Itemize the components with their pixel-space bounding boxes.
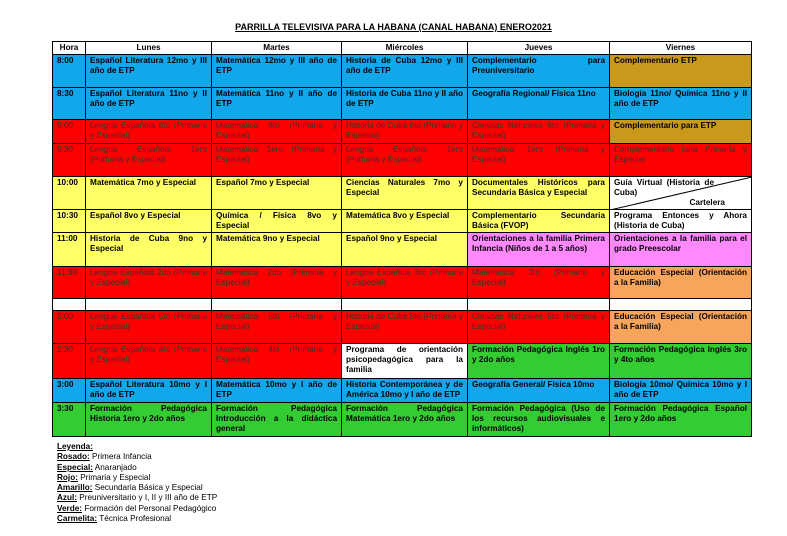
header-jueves: Jueves [468,42,610,55]
schedule-cell: Lengua Española 1ero (Primaria y Especial) [86,144,212,177]
schedule-cell: Matemática 1ero (Primaria y Especial) [212,144,342,177]
schedule-cell: Matemática 7mo y Especial [86,177,212,210]
schedule-cell: Matemática 1ero (Primaria y Especial) [468,144,610,177]
legend-value: Primaria y Especial [80,472,151,482]
table-row [53,403,752,437]
schedule-cell: Orientaciones a la familia para el grado Preescolar [610,233,752,267]
schedule-cell: Historia de Cuba 5to (Primaria y Especial) [342,311,468,344]
legend-key: Verde: [57,503,83,513]
schedule-cell: Matemática 9no y Especial [212,233,342,267]
legend-key: Carmelita: [57,514,98,524]
empty-cell [53,299,86,311]
schedule-cell: Español Literatura 11no y II año de ETP [86,88,212,120]
legend-key: Rosado: [57,452,90,462]
schedule-cell: Documentales Históricos para Secundaria Básica y Especial [468,177,610,210]
schedule-cell: Matemática 2do (Primaria y Especial) [212,267,342,299]
time-cell: 11:30 [53,267,86,299]
split-bottom-label: Cartelera [689,198,725,207]
schedule-cell: Matemática 12mo y III año de ETP [212,55,342,88]
schedule-cell: Biología 11no/ Química 11no y II año de ETP [610,88,752,120]
legend-key: Azul: [57,493,78,503]
header-row [53,42,752,55]
schedule-cell: Lengua Española 1ero (Primaria y Especial) [342,144,468,177]
schedule-cell: Matemática 4to (Primaria y Especial) [212,344,342,379]
table-row [53,267,752,299]
schedule-cell: Historia de Cuba 11no y II año de ETP [342,88,468,120]
table-row [53,379,752,403]
schedule-cell: Ciencias Naturales 7mo y Especial [342,177,468,210]
schedule-cell: Formación Pedagógica Inglés 1ro y 2do años [468,344,610,379]
schedule-cell: Lengua Española 3ro (Primaria y Especial) [342,267,468,299]
table-row [53,144,752,177]
time-cell: 9:00 [53,120,86,144]
schedule-cell: Matemática 6to (Primaria y Especial) [212,120,342,144]
header-hora: Hora [53,42,86,55]
schedule-cell: Ciencias Naturales 6to (Primaria y Especial) [468,120,610,144]
header-viernes: Viernes [610,42,752,55]
legend-key: Amarillo: [57,483,93,493]
schedule-cell: Biología 10mo/ Química 10mo y I año de ETP [610,379,752,403]
schedule-table [52,41,752,437]
empty-cell [86,299,212,311]
schedule-cell: Historia de Cuba 9no y Especial [86,233,212,267]
time-cell: 11:00 [53,233,86,267]
legend-value: Formación del Personal Pedagógico [84,503,217,513]
schedule-cell: Formación Pedagógica Inglés 3ro y 4to años [610,344,752,379]
schedule-cell: Educación Especial (Orientación a la Familia) [610,311,752,344]
legend-item [57,504,217,514]
legend-item [57,452,217,462]
schedule-cell: Historia Contemporánea y de América 10mo y I año de ETP [342,379,468,403]
schedule-cell: Matemática 5to (Primaria y Especial) [212,311,342,344]
schedule-cell: Formación Pedagógica Introducción a la didáctica general [212,403,342,437]
time-cell: 8:30 [53,88,86,120]
schedule-cell: Programa Entonces y Ahora (Historia de Cuba) [610,210,752,233]
schedule-cell: Formación Pedagógica Historia 1ero y 2do años [86,403,212,437]
schedule-cell: Complementario para Primaria y Especial [610,144,752,177]
legend-heading: Leyenda: [57,442,93,451]
schedule-cell: Lengua Española 6to (Primaria y Especial) [86,120,212,144]
legend-value: Anaranjado [94,462,137,472]
empty-cell [610,299,752,311]
empty-cell [212,299,342,311]
legend-value: Preuniversitario y I, II y III año de ETP [79,493,218,503]
page-title: PARRILLA TELEVISIVA PARA LA HABANA (CANAL HABANA) ENERO2021 [235,22,552,32]
legend-key: Rojo: [57,472,78,482]
schedule-cell: Matemática 3ro (Primaria y Especial) [468,267,610,299]
header-lunes: Lunes [86,42,212,55]
legend-value: Secundaria Básica y Especial [94,483,203,493]
schedule-cell: Matemática 8vo y Especial [342,210,468,233]
table-row [53,177,752,210]
schedule-cell: Química / Física 8vo y Especial [212,210,342,233]
header-martes: Martes [212,42,342,55]
schedule-cell: Español Literatura 10mo y I año de ETP [86,379,212,403]
schedule-cell: Matemática 11no y II año de ETP [212,88,342,120]
schedule-cell: Matemática 10mo y I año de ETP [212,379,342,403]
schedule-cell: Educación Especial (Orientación a la Familia) [610,267,752,299]
time-cell: 3:30 [53,403,86,437]
legend-key: Especial: [57,462,93,472]
legend-item [57,463,217,473]
table-row [53,233,752,267]
schedule-cell: Historia de Cuba 12mo y III año de ETP [342,55,468,88]
schedule-cell: Español 8vo y Especial [86,210,212,233]
schedule-cell: Español Literatura 12mo y III año de ETP [86,55,212,88]
schedule-cell: Complementario para Preuniversitario [468,55,610,88]
schedule-cell: Geografía Regional/ Física 11no [468,88,610,120]
time-cell: 3:00 [53,379,86,403]
time-cell: 9:30 [53,144,86,177]
legend-item [57,473,217,483]
schedule-cell: Lengua Española 2do (Primaria y Especial) [86,267,212,299]
split-top-label: Guía Virtual (Historia de Cuba) [614,178,714,197]
schedule-cell-split [610,177,752,210]
time-cell: 2:00 [53,311,86,344]
header-miercoles: Miércoles [342,42,468,55]
schedule-cell: Formación Pedagógica (Uso de los recursos audiovisuales e informáticos) [468,403,610,437]
schedule-cell: Español 9no y Especial [342,233,468,267]
table-row [53,311,752,344]
table-row [53,344,752,379]
schedule-cell: Programa de orientación psicopedagógica para la familia [342,344,468,379]
schedule-cell: Orientaciones a la familia Primera Infancia (Niños de 1 a 5 años) [468,233,610,267]
table-row [53,88,752,120]
schedule-cell: Lengua Española 4to (Primaria y Especial) [86,344,212,379]
schedule-cell: Complementario Secundaria Básica (FVOP) [468,210,610,233]
schedule-cell: Geografía General/ Física 10mo [468,379,610,403]
legend-value: Primera Infancia [92,452,152,462]
legend-item [57,493,217,503]
legend-value: Técnica Profesional [99,514,172,524]
empty-cell [468,299,610,311]
legend-item [57,514,217,524]
schedule-cell: Lengua Española 5to (Primaria y Especial) [86,311,212,344]
time-cell: 2:30 [53,344,86,379]
schedule-cell: Español 7mo y Especial [212,177,342,210]
legend [57,442,217,524]
time-cell: 10:00 [53,177,86,210]
schedule-cell: Historia de Cuba 6to (Primaria y Especial) [342,120,468,144]
schedule-cell: Complementario para ETP [610,120,752,144]
empty-cell [342,299,468,311]
spacer-row [53,299,752,311]
table-row [53,120,752,144]
legend-item [57,483,217,493]
schedule-cell: Ciencias Naturales 5to (Primaria y Especial) [468,311,610,344]
schedule-cell: Formación Pedagógica Español 1ero y 2do años [610,403,752,437]
schedule-cell: Complementario ETP [610,55,752,88]
table-row [53,55,752,88]
schedule-cell: Formación Pedagógica Matemática 1ero y 2do años [342,403,468,437]
table-row [53,210,752,233]
time-cell: 8:00 [53,55,86,88]
time-cell: 10:30 [53,210,86,233]
